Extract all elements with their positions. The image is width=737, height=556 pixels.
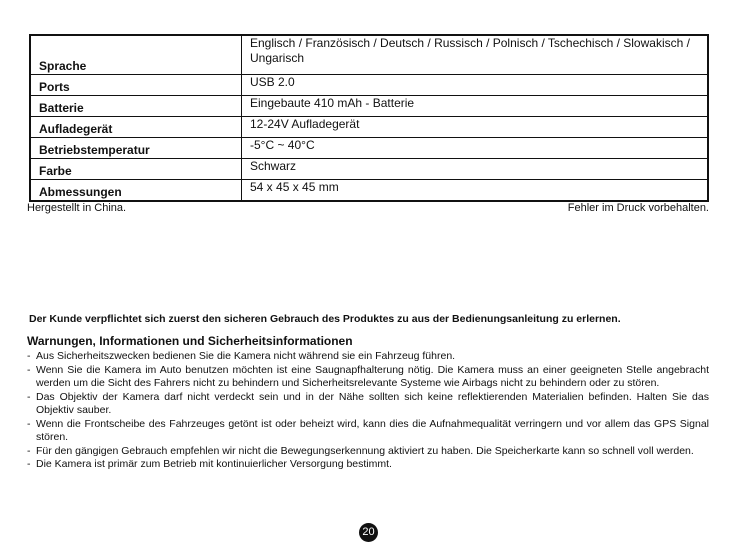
list-item [27, 364, 709, 391]
list-item [27, 391, 709, 418]
spec-label: Betriebstemperatur [30, 138, 242, 159]
print-error-disclaimer: Fehler im Druck vorbehalten. [567, 202, 709, 214]
warning-text: Die Kamera ist primär zum Betrieb mit kontinuierlicher Versorgung bestimmt. [36, 458, 392, 470]
specifications-table [29, 34, 709, 202]
spec-label: Batterie [30, 96, 242, 117]
spec-row-dimensions [30, 180, 708, 202]
bullet-dash: - [27, 363, 31, 376]
spec-label: Sprache [30, 35, 242, 75]
warnings-section [27, 334, 709, 472]
spec-row-color [30, 159, 708, 180]
bullet-dash: - [27, 390, 31, 403]
spec-row-battery [30, 96, 708, 117]
spec-label: Farbe [30, 159, 242, 180]
warning-text: Das Objektiv der Kamera darf nicht verdeckt sein und in der Nähe sollten sich keine reflektierenden Materialien befinden. Halten Sie das Objektiv sauber. [36, 390, 709, 416]
spec-value: 54 x 45 x 45 mm [242, 180, 709, 202]
spec-label: Abmessungen [30, 180, 242, 202]
made-in-note: Hergestellt in China. [27, 202, 127, 214]
list-item [27, 445, 709, 459]
spec-value: 12-24V Aufladegerät [242, 117, 709, 138]
spec-row-operating-temperature [30, 138, 708, 159]
spec-label: Aufladegerät [30, 117, 242, 138]
bullet-dash: - [27, 458, 31, 470]
spec-row-charger [30, 117, 708, 138]
bullet-dash: - [27, 417, 31, 430]
list-item [27, 418, 709, 445]
spec-value: Englisch / Französisch / Deutsch / Russisch / Polnisch / Tschechisch / Slowakisch / Ungarisch [242, 35, 709, 75]
warning-text: Aus Sicherheitszwecken bedienen Sie die Kamera nicht während sie ein Fahrzeug führen. [36, 350, 456, 362]
spec-value: USB 2.0 [242, 75, 709, 96]
spec-row-language [30, 35, 708, 75]
warning-text: Für den gängigen Gebrauch empfehlen wir nicht die Bewegungserkennung aktiviert zu haben. Die Speicherkarte kann so schnell voll werden. [36, 444, 694, 457]
spec-value: Schwarz [242, 159, 709, 180]
bullet-dash: - [27, 350, 31, 362]
intro-statement: Der Kunde verpflichtet sich zuerst den sicheren Gebrauch des Produktes zu aus der Bedienungsanleitung zu erlernen. [29, 313, 621, 325]
list-item [27, 458, 709, 472]
warning-text: Wenn die Frontscheibe des Fahrzeuges getönt ist oder beheizt wird, kann dies die Aufnahmequalität verringern und vor allem das GPS Signal stören. [36, 417, 709, 443]
warning-text: Wenn Sie die Kamera im Auto benutzen möchten ist eine Saugnapfhalterung nötig. Die Kamera muss an einer geeigneten Stelle angebracht werden um die Sicht des Fahrers nicht zu behindern und Sicherheitsrelevante Systeme wie Airbags nicht zu behindern oder zu stören. [36, 363, 709, 389]
spec-value: -5°C ~ 40°C [242, 138, 709, 159]
bullet-dash: - [27, 444, 31, 457]
page-number-badge: 20 [359, 523, 378, 542]
warnings-list [27, 350, 709, 472]
list-item [27, 350, 709, 364]
spec-row-ports [30, 75, 708, 96]
spec-label: Ports [30, 75, 242, 96]
spec-value: Eingebaute 410 mAh - Batterie [242, 96, 709, 117]
warnings-heading: Warnungen, Informationen und Sicherheitsinformationen [27, 334, 353, 348]
